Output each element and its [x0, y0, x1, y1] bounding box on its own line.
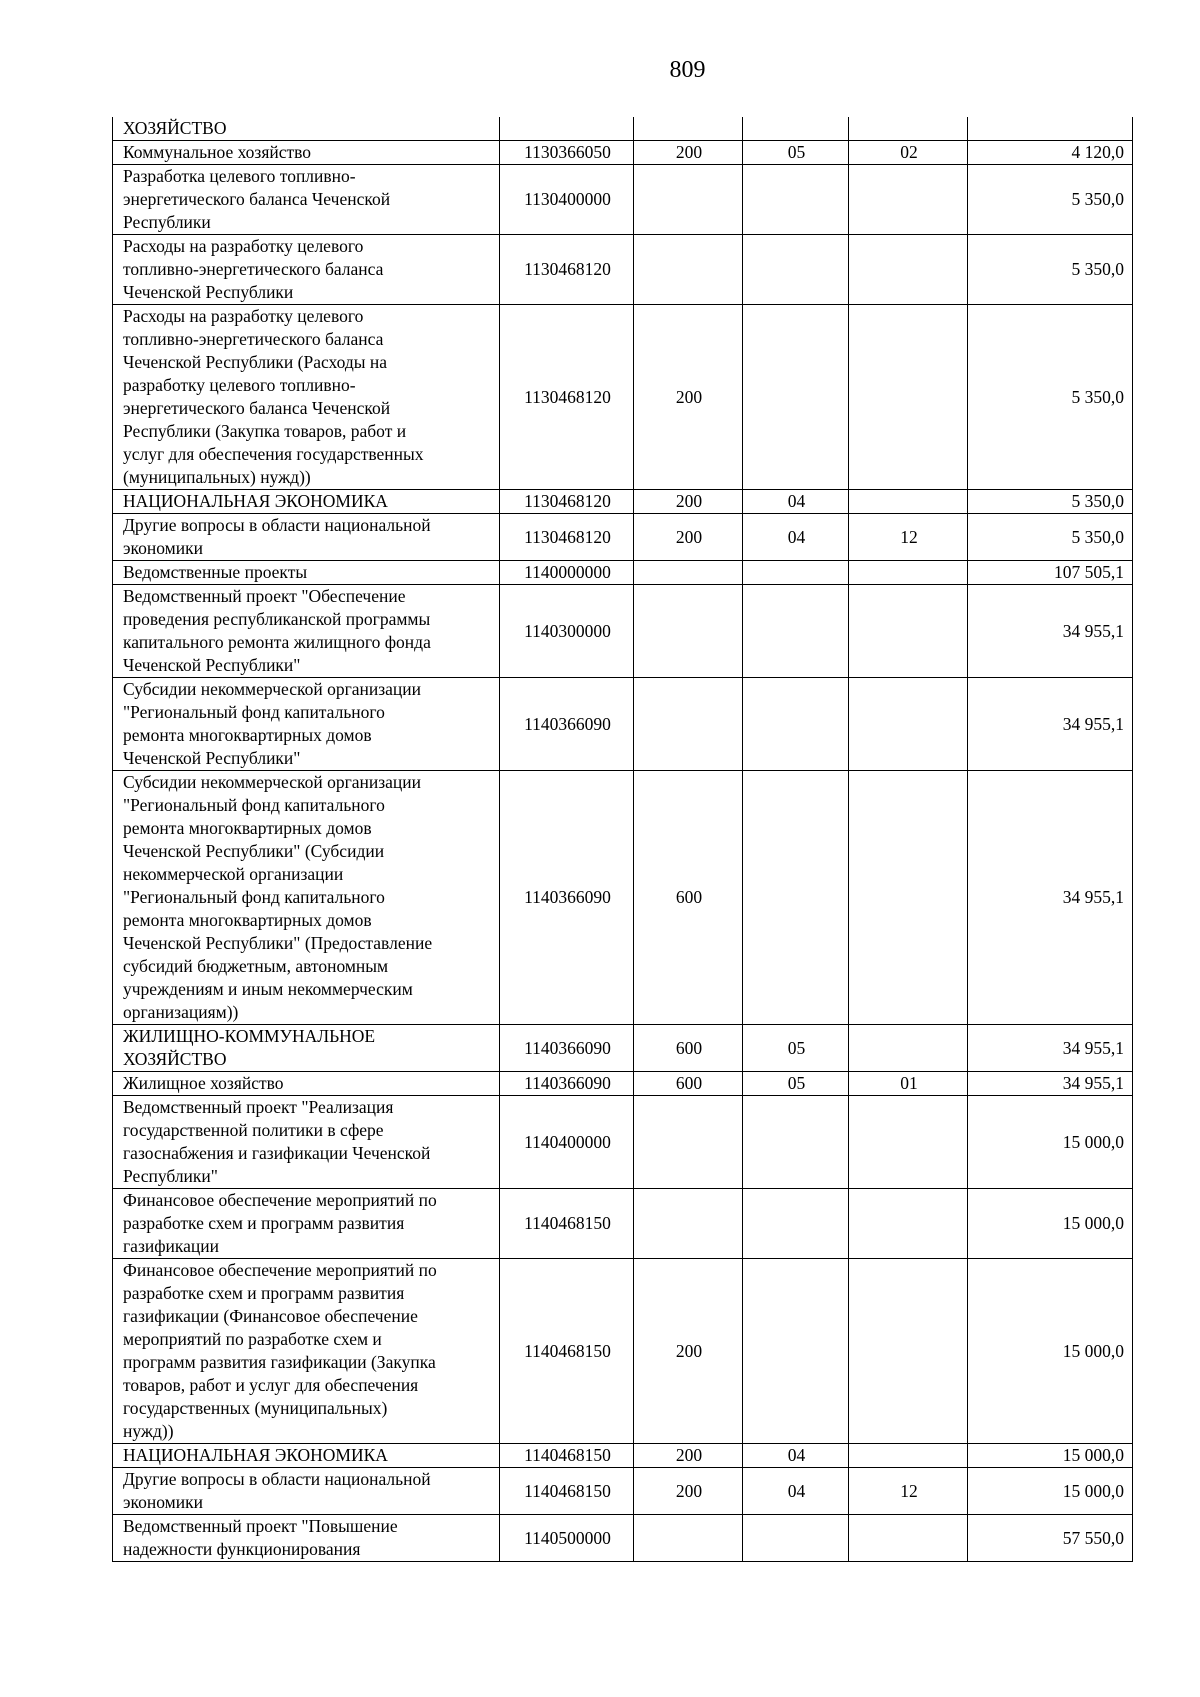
amount-cell: 34 955,1	[968, 585, 1133, 678]
amount-cell: 15 000,0	[968, 1096, 1133, 1189]
table-row	[113, 771, 1133, 1025]
amount-cell: 5 350,0	[968, 305, 1133, 490]
subsection-cell	[849, 1515, 968, 1562]
subsection-cell	[849, 585, 968, 678]
expense-type-cell	[634, 585, 743, 678]
expense-type-cell: 200	[634, 490, 743, 514]
table-row	[113, 490, 1133, 514]
row-name-cell: ЖИЛИЩНО-КОММУНАЛЬНОЕ ХОЗЯЙСТВО	[113, 1025, 500, 1072]
section-cell: 05	[743, 1025, 849, 1072]
amount-cell: 15 000,0	[968, 1189, 1133, 1259]
row-name-cell: Финансовое обеспечение мероприятий по разработке схем и программ развития газификации (Финансовое обеспечение мероприятий по разработке схем и программ развития газификации (Закупка товаров, работ и услуг для обеспечения государственных (муниципальных) нужд))	[113, 1259, 500, 1444]
subsection-cell: 12	[849, 514, 968, 561]
expense-type-cell	[634, 561, 743, 585]
amount-cell: 5 350,0	[968, 490, 1133, 514]
target-code-cell	[500, 117, 634, 141]
budget-table	[112, 117, 1133, 1562]
row-name-cell: Ведомственный проект "Реализация государственной политики в сфере газоснабжения и газификации Чеченской Республики"	[113, 1096, 500, 1189]
table-row	[113, 235, 1133, 305]
expense-type-cell: 200	[634, 1468, 743, 1515]
section-cell: 05	[743, 1072, 849, 1096]
target-code-cell: 1130400000	[500, 165, 634, 235]
section-cell	[743, 1515, 849, 1562]
expense-type-cell: 200	[634, 1259, 743, 1444]
table-row	[113, 141, 1133, 165]
subsection-cell	[849, 235, 968, 305]
section-cell	[743, 1096, 849, 1189]
row-name-cell: ХОЗЯЙСТВО	[113, 117, 500, 141]
section-cell	[743, 771, 849, 1025]
subsection-cell	[849, 165, 968, 235]
table-row	[113, 117, 1133, 141]
row-name-cell: Коммунальное хозяйство	[113, 141, 500, 165]
target-code-cell: 1130468120	[500, 235, 634, 305]
expense-type-cell: 200	[634, 1444, 743, 1468]
section-cell	[743, 678, 849, 771]
target-code-cell: 1130468120	[500, 514, 634, 561]
section-cell: 04	[743, 490, 849, 514]
table-row	[113, 1515, 1133, 1562]
row-name-cell: Субсидии некоммерческой организации "Региональный фонд капитального ремонта многоквартирных домов Чеченской Республики"	[113, 678, 500, 771]
row-name-cell: Расходы на разработку целевого топливно-энергетического баланса Чеченской Республики (Расходы на разработку целевого топливно- энергетического баланса Чеченской Республики (Закупка товаров, работ и услуг для обеспечения государственных (муниципальных) нужд))	[113, 305, 500, 490]
table-row	[113, 165, 1133, 235]
row-name-cell: Финансовое обеспечение мероприятий по разработке схем и программ развития газификации	[113, 1189, 500, 1259]
expense-type-cell: 600	[634, 771, 743, 1025]
amount-cell: 34 955,1	[968, 1025, 1133, 1072]
subsection-cell	[849, 1259, 968, 1444]
table-row	[113, 1025, 1133, 1072]
row-name-cell: Ведомственные проекты	[113, 561, 500, 585]
table-row	[113, 561, 1133, 585]
expense-type-cell	[634, 165, 743, 235]
expense-type-cell: 600	[634, 1025, 743, 1072]
section-cell	[743, 1189, 849, 1259]
subsection-cell	[849, 490, 968, 514]
expense-type-cell	[634, 1515, 743, 1562]
amount-cell: 15 000,0	[968, 1444, 1133, 1468]
budget-table-body	[113, 117, 1133, 1562]
subsection-cell: 12	[849, 1468, 968, 1515]
amount-cell: 57 550,0	[968, 1515, 1133, 1562]
table-row	[113, 678, 1133, 771]
expense-type-cell	[634, 117, 743, 141]
table-row	[113, 1468, 1133, 1515]
subsection-cell	[849, 771, 968, 1025]
section-cell: 04	[743, 1468, 849, 1515]
page-number: 809	[669, 57, 706, 83]
subsection-cell	[849, 117, 968, 141]
subsection-cell: 01	[849, 1072, 968, 1096]
amount-cell: 5 350,0	[968, 514, 1133, 561]
subsection-cell	[849, 1189, 968, 1259]
table-row	[113, 514, 1133, 561]
table-row	[113, 1259, 1133, 1444]
expense-type-cell	[634, 678, 743, 771]
amount-cell: 15 000,0	[968, 1259, 1133, 1444]
target-code-cell: 1140500000	[500, 1515, 634, 1562]
row-name-cell: Ведомственный проект "Обеспечение проведения республиканской программы капитального ремонта жилищного фонда Чеченской Республики"	[113, 585, 500, 678]
table-row	[113, 585, 1133, 678]
expense-type-cell	[634, 1096, 743, 1189]
amount-cell: 34 955,1	[968, 771, 1133, 1025]
target-code-cell: 1130468120	[500, 305, 634, 490]
target-code-cell: 1140366090	[500, 771, 634, 1025]
row-name-cell: Расходы на разработку целевого топливно-энергетического баланса Чеченской Республики	[113, 235, 500, 305]
row-name-cell: Разработка целевого топливно- энергетического баланса Чеченской Республики	[113, 165, 500, 235]
target-code-cell: 1140468150	[500, 1189, 634, 1259]
target-code-cell: 1140468150	[500, 1259, 634, 1444]
expense-type-cell: 600	[634, 1072, 743, 1096]
table-row	[113, 305, 1133, 490]
subsection-cell	[849, 1444, 968, 1468]
subsection-cell	[849, 1025, 968, 1072]
row-name-cell: Жилищное хозяйство	[113, 1072, 500, 1096]
amount-cell: 34 955,1	[968, 1072, 1133, 1096]
row-name-cell: Другие вопросы в области национальной экономики	[113, 514, 500, 561]
subsection-cell	[849, 561, 968, 585]
section-cell: 04	[743, 1444, 849, 1468]
section-cell	[743, 1259, 849, 1444]
expense-type-cell	[634, 1189, 743, 1259]
row-name-cell: Субсидии некоммерческой организации "Региональный фонд капитального ремонта многоквартирных домов Чеченской Республики" (Субсидии некоммерческой организации "Региональный фонд капитального ремонта многоквартирных домов Чеченской Республики" (Предоставление субсидий бюджетным, автономным учреждениям и иным некоммерческим организациям))	[113, 771, 500, 1025]
target-code-cell: 1140366090	[500, 1025, 634, 1072]
target-code-cell: 1140000000	[500, 561, 634, 585]
table-row	[113, 1096, 1133, 1189]
row-name-cell: НАЦИОНАЛЬНАЯ ЭКОНОМИКА	[113, 1444, 500, 1468]
expense-type-cell	[634, 235, 743, 305]
amount-cell: 34 955,1	[968, 678, 1133, 771]
subsection-cell	[849, 305, 968, 490]
amount-cell: 4 120,0	[968, 141, 1133, 165]
amount-cell: 5 350,0	[968, 165, 1133, 235]
amount-cell: 5 350,0	[968, 235, 1133, 305]
expense-type-cell: 200	[634, 141, 743, 165]
section-cell	[743, 305, 849, 490]
row-name-cell: Ведомственный проект "Повышение надежности функционирования	[113, 1515, 500, 1562]
table-row	[113, 1072, 1133, 1096]
table-row	[113, 1444, 1133, 1468]
target-code-cell: 1130366050	[500, 141, 634, 165]
subsection-cell	[849, 1096, 968, 1189]
target-code-cell: 1140468150	[500, 1444, 634, 1468]
row-name-cell: Другие вопросы в области национальной экономики	[113, 1468, 500, 1515]
section-cell	[743, 561, 849, 585]
target-code-cell: 1140366090	[500, 678, 634, 771]
target-code-cell: 1140400000	[500, 1096, 634, 1189]
expense-type-cell: 200	[634, 514, 743, 561]
section-cell: 05	[743, 141, 849, 165]
section-cell	[743, 585, 849, 678]
amount-cell	[968, 117, 1133, 141]
amount-cell: 107 505,1	[968, 561, 1133, 585]
table-row	[113, 1189, 1133, 1259]
target-code-cell: 1130468120	[500, 490, 634, 514]
target-code-cell: 1140468150	[500, 1468, 634, 1515]
amount-cell: 15 000,0	[968, 1468, 1133, 1515]
subsection-cell: 02	[849, 141, 968, 165]
expense-type-cell: 200	[634, 305, 743, 490]
section-cell	[743, 165, 849, 235]
section-cell	[743, 235, 849, 305]
section-cell	[743, 117, 849, 141]
target-code-cell: 1140366090	[500, 1072, 634, 1096]
row-name-cell: НАЦИОНАЛЬНАЯ ЭКОНОМИКА	[113, 490, 500, 514]
subsection-cell	[849, 678, 968, 771]
target-code-cell: 1140300000	[500, 585, 634, 678]
section-cell: 04	[743, 514, 849, 561]
